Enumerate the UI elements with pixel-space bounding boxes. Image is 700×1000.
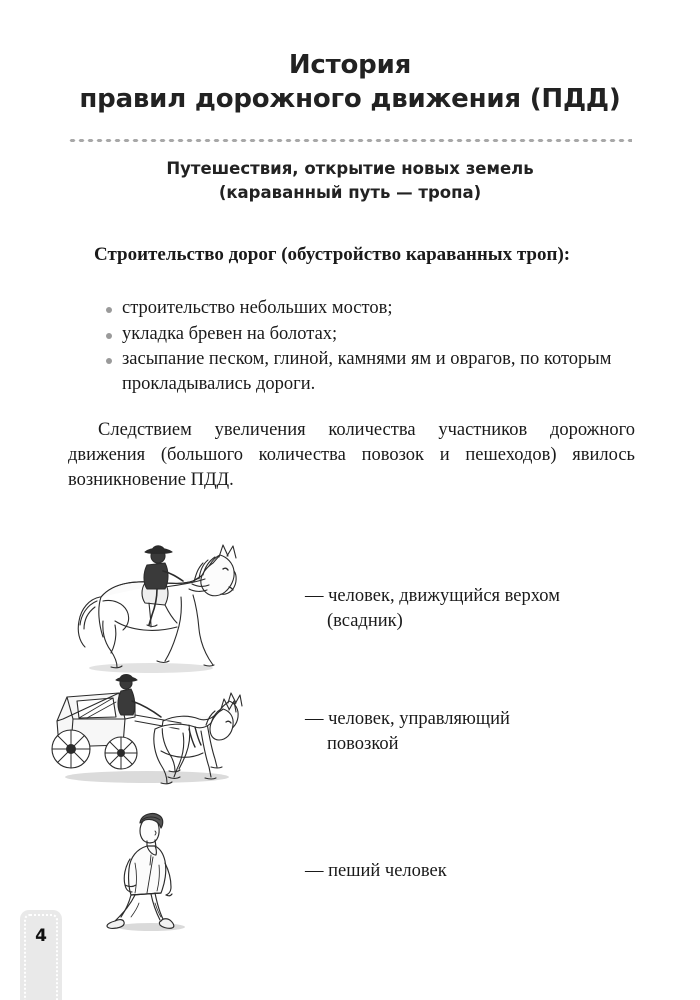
title-line-1: История [288, 50, 412, 80]
figure-caption-rider [300, 584, 635, 633]
page-number-tab [20, 910, 62, 1000]
body-paragraph: Следствием увеличения количества участников дорожного движения (большого количества повозок и пешеходов) явилось возникновение ПДД. [68, 420, 635, 490]
figure-row-walker [0, 806, 700, 936]
bullet-list [68, 296, 635, 397]
figure-caption-carriage [300, 707, 635, 756]
caption-line-1: — человек, управляющий [305, 709, 510, 730]
horse-rider-sketch-icon [0, 535, 300, 683]
caption-line-2: повозкой [327, 734, 399, 754]
page-title [0, 0, 700, 117]
figure-row-rider [0, 534, 700, 684]
lead-paragraph: Строительство дорог (обустройство караванных троп): [94, 244, 571, 265]
title-line-2: правил дорожного движения (ПДД) [79, 84, 621, 115]
list-item: строительство небольших мостов; [68, 296, 635, 321]
list-item: укладка бревен на болотах; [68, 322, 635, 347]
figure-caption-walker [300, 859, 635, 884]
subtitle-line-1: Путешествия, открытие новых земель [166, 158, 534, 178]
caption-line-1: — человек, движущийся верхом [305, 586, 560, 607]
page-number: 4 [35, 926, 47, 946]
caption-line-2: (всадник) [327, 611, 403, 631]
caption-line-1: — пеший человек [305, 860, 447, 881]
figure-row-carriage [0, 672, 700, 792]
dotted-divider [68, 138, 632, 143]
list-item: засыпание песком, глиной, камнями ям и оврагов, по которым прокладывались дороги. [68, 347, 635, 396]
subtitle-line-2: (караванный путь — тропа) [218, 182, 482, 202]
horse-drawn-carriage-sketch-icon [0, 673, 300, 791]
section-subtitle [0, 157, 700, 205]
